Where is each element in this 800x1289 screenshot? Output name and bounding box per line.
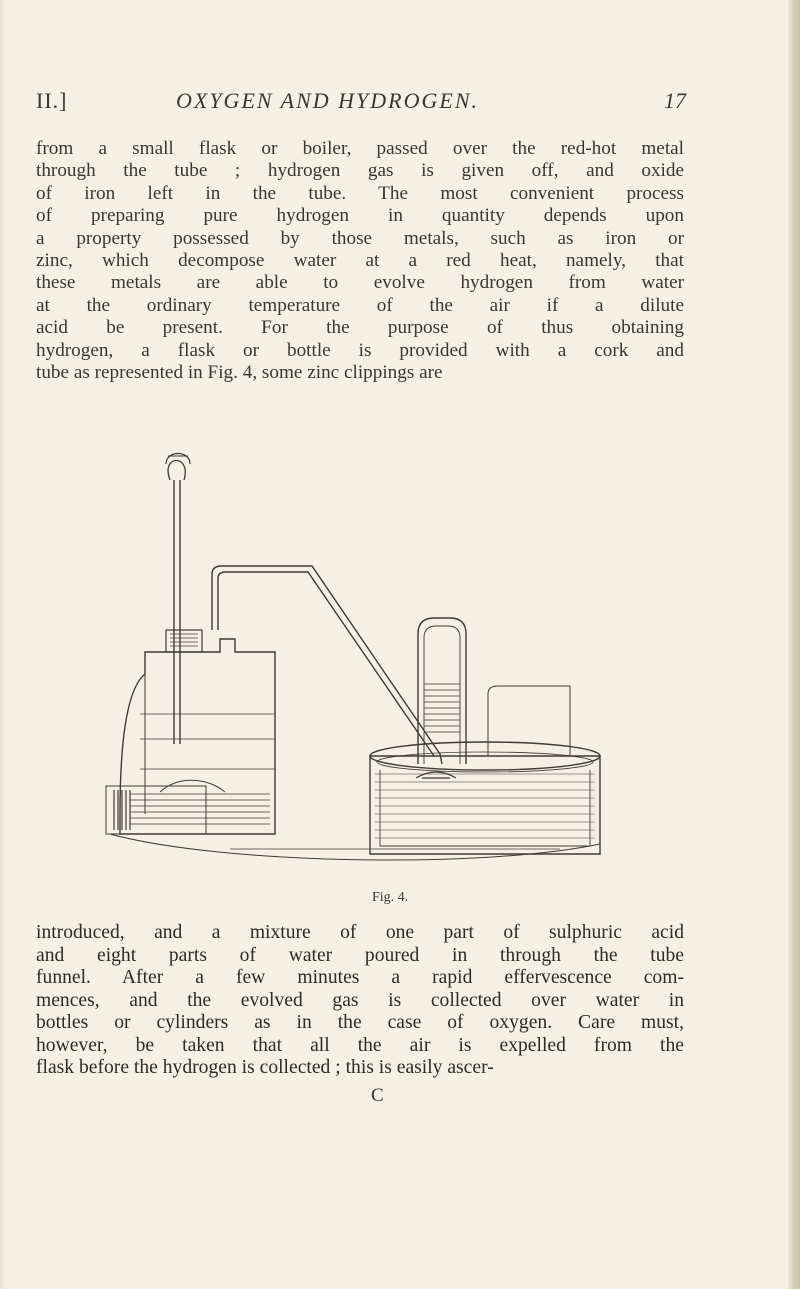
text-line: and eight parts of water poured in through the tube [36, 944, 684, 966]
text-line: funnel. After a few minutes a rapid effervescence com- [36, 967, 684, 988]
text-line: flask before the hydrogen is collected ; this is easily ascer- [36, 1057, 494, 1078]
page-number: 17 [664, 88, 686, 113]
chapter-number: II.] [36, 88, 68, 113]
text-line: zinc, which decompose water at a red heat, namely, that [36, 250, 684, 272]
text-line: from a small flask or boiler, passed over the red-hot metal [36, 138, 684, 159]
text-line: through the tube ; hydrogen gas is given off, and oxide [36, 160, 684, 182]
page-left-edge [0, 0, 6, 1289]
running-title: OXYGEN AND HYDROGEN. [176, 88, 480, 113]
text-line: introduced, and a mixture of one part of sulphuric acid [36, 922, 684, 943]
text-line: a property possessed by those metals, such as iron or [36, 227, 684, 249]
text-line: of preparing pure hydrogen in quantity depends upon [36, 205, 684, 227]
text-line: these metals are able to evolve hydrogen from water [36, 272, 684, 294]
text-line: mences, and the evolved gas is collected over water in [36, 989, 684, 1011]
text-line: bottles or cylinders as in the case of oxygen. Care must, [36, 1012, 684, 1033]
text-line: of iron left in the tube. The most convenient process [36, 182, 684, 204]
text-line: tube as represented in Fig. 4, some zinc clippings are [36, 362, 443, 384]
paragraph-bottom [36, 922, 684, 1080]
text-line: at the ordinary temperature of the air if a dilute [36, 294, 684, 316]
hydrogen-generation-apparatus-icon [100, 394, 610, 886]
text-line: hydrogen, a flask or bottle is provided with a cork and [36, 339, 684, 361]
text-line: however, be taken that all the air is expelled from the [36, 1034, 684, 1056]
running-head [36, 88, 686, 122]
paragraph-top [36, 138, 684, 384]
signature-mark: C [371, 1085, 384, 1106]
figure-4-illustration [100, 394, 610, 886]
figure-caption: Fig. 4. [372, 890, 409, 905]
text-line: acid be present. For the purpose of thus obtaining [36, 317, 684, 339]
page-right-edge [788, 0, 800, 1289]
